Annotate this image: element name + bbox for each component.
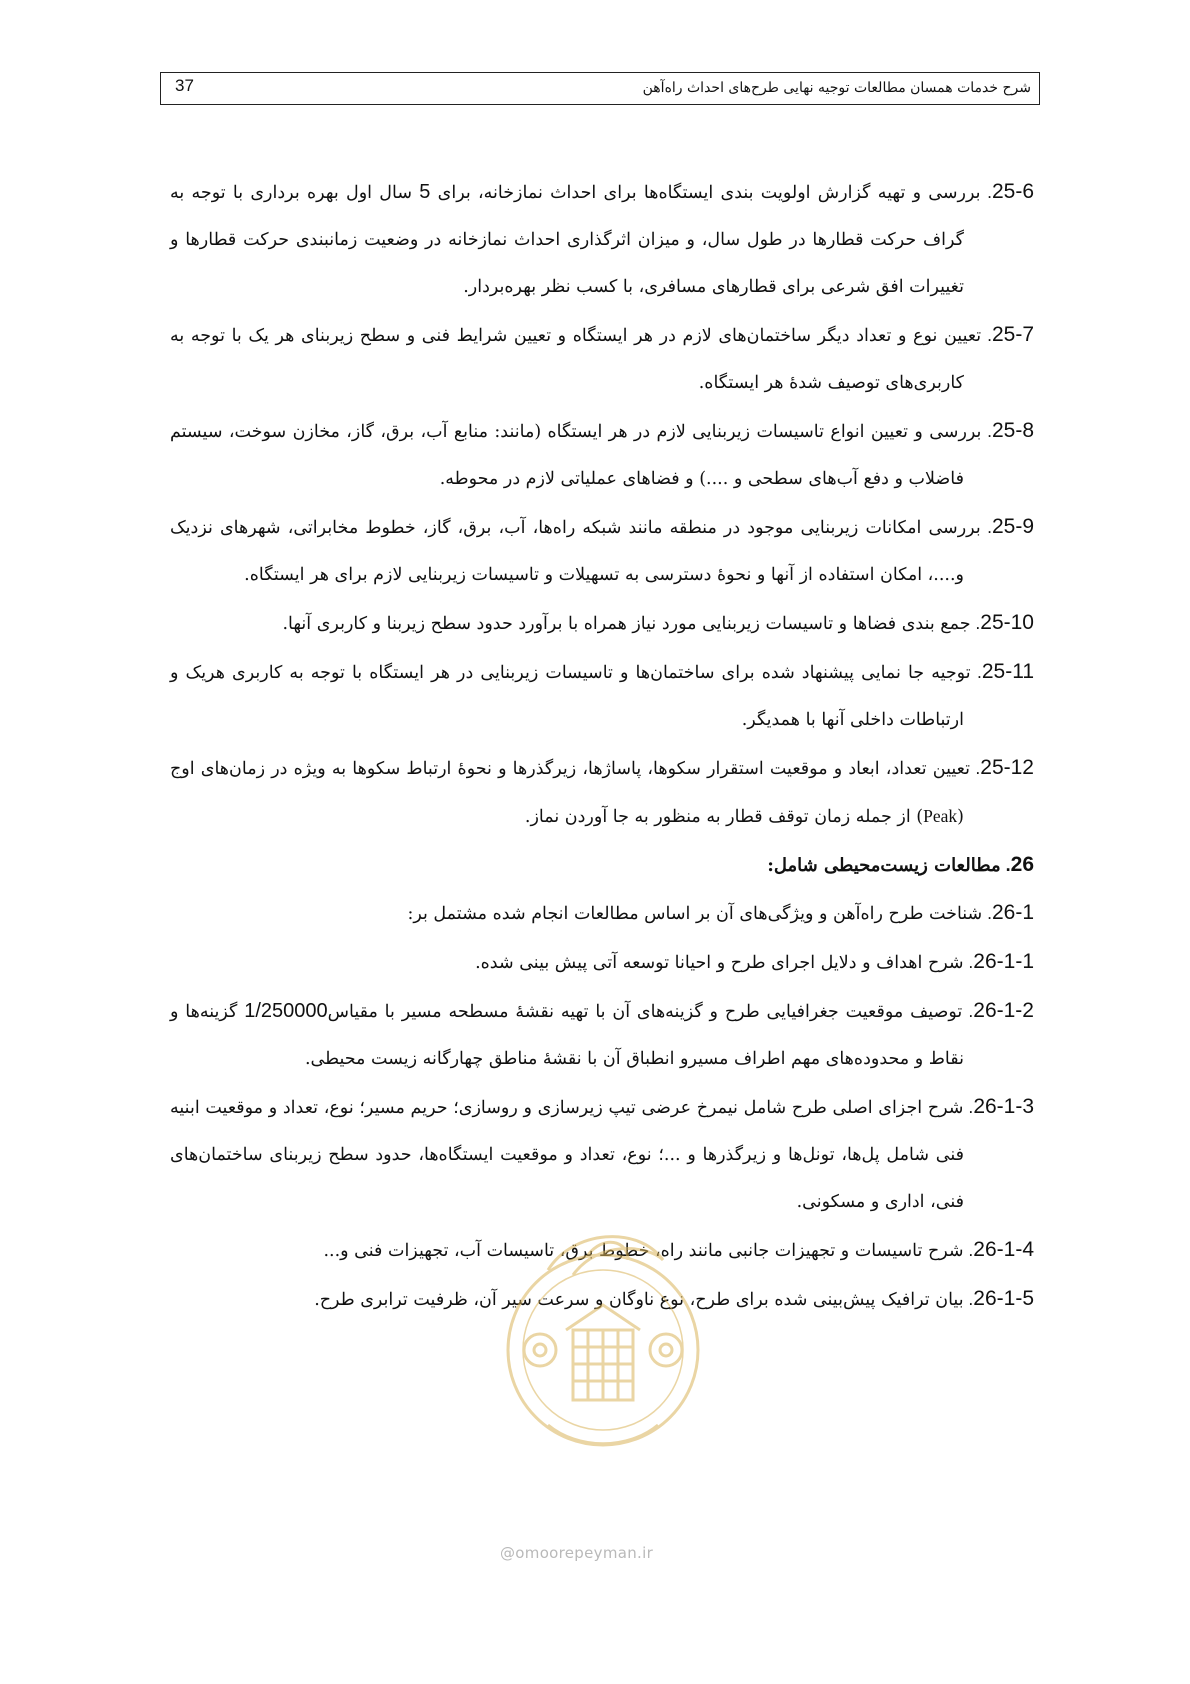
item-number: 25-11 <box>981 660 1034 683</box>
page-number: 37 <box>175 76 194 95</box>
item-text: بررسی و تعیین انواع تاسیسات زیربنایی لازم در هر ایستگاه (مانند: منابع آب، برق، گاز، مخازن سوخت، سیستم فاضلاب و دفع آب‌های سطحی و ....) و فضاهای عملیاتی لازم در محوطه. <box>170 422 982 489</box>
item-25-7: 25-7. تعیین نوع و تعداد دیگر ساختمان‌های لازم در هر ایستگاه و تعیین شرایط فنی و سطح زیربنای هر یک با توجه به کاربری‌های توصیف شدهٔ هر ایستگاه. <box>170 311 1034 407</box>
item-text: شرح اهداف و دلایل اجرای طرح و احیانا توسعه آتی پیش بینی شده. <box>475 953 964 973</box>
item-text-after: گزینه‌ها و نقاط و محدوده‌های مهم اطراف مسیرو انطباق آن با نقشهٔ مناطق چهارگانه زیست محیطی. <box>170 1002 964 1069</box>
item-26-1-5: 26-1-5. بیان ترافیک پیش‌بینی شده برای طرح، نوع ناوگان و سرعت سیر آن، ظرفیت ترابری طرح. <box>170 1275 1034 1324</box>
item-number: 26-1-5 <box>973 1287 1034 1310</box>
item-number: 26-1-2 <box>973 999 1034 1022</box>
item-26-1-4: 26-1-4. شرح تاسیسات و تجهیزات جانبی مانند راه، خطوط برق، تاسیسات آب، تجهیزات فنی و... <box>170 1226 1034 1275</box>
page-body <box>170 168 1034 1324</box>
item-text: شرح تاسیسات و تجهیزات جانبی مانند راه، خطوط برق، تاسیسات آب، تجهیزات فنی و... <box>323 1241 964 1261</box>
item-number: 25-12 <box>980 756 1034 779</box>
item-text: توجیه جا نمایی پیشنهاد شده برای ساختمان‌ها و تاسیسات زیربنایی در هر ایستگاه با توجه به کاربری هریک و ارتباطات داخلی آنها با همدیگر. <box>170 663 971 730</box>
item-number: 25-10 <box>980 611 1034 634</box>
item-number: 26-1 <box>991 901 1034 924</box>
item-text-after: ) از جمله زمان توقف قطار به منظور به جا آوردن نماز. <box>524 807 924 827</box>
item-text: جمع بندی فضاها و تاسیسات زیربنایی مورد نیاز همراه با برآورد حدود سطح زیربنا و کاربری آنها. <box>282 614 971 634</box>
section-number: 26 <box>1010 853 1034 876</box>
latin-term: Peak <box>923 806 958 826</box>
page-header <box>160 72 1040 105</box>
item-text: توصیف موقعیت جغرافیایی طرح و گزینه‌های آن با تهیه نقشهٔ مسطحه مسیر با مقیاس <box>327 1002 963 1022</box>
item-number: 26-1-1 <box>973 950 1034 973</box>
inline-number: 5 <box>419 181 431 203</box>
item-25-10: 25-10. جمع بندی فضاها و تاسیسات زیربنایی مورد نیاز همراه با برآورد حدود سطح زیربنا و کاربری آنها. <box>170 599 1034 648</box>
item-26-1-1: 26-1-1. شرح اهداف و دلایل اجرای طرح و احیانا توسعه آتی پیش بینی شده. <box>170 938 1034 987</box>
item-text: بررسی امکانات زیربنایی موجود در منطقه مانند شبکه راه‌ها، آب، برق، گاز، خطوط مخابراتی، شهرهای نزدیک و....، امکان استفاده از آنها و نحوهٔ دسترسی به تسهیلات و تاسیسات زیربنایی لازم برای هر ایستگاه. <box>170 518 981 585</box>
item-text: بررسی و تهیه گزارش اولویت بندی ایستگاه‌ها برای احداث نمازخانه، برای <box>430 183 981 203</box>
map-scale: 1/250000 <box>244 1000 328 1022</box>
item-text: بیان ترافیک پیش‌بینی شده برای طرح، نوع ناوگان و سرعت سیر آن، ظرفیت ترابری طرح. <box>314 1290 964 1310</box>
item-26-1: 26-1. شناخت طرح راه‌آهن و ویژگی‌های آن بر اساس مطالعات انجام شده مشتمل بر: <box>170 889 1034 938</box>
item-26-1-2: 26-1-2. توصیف موقعیت جغرافیایی طرح و گزینه‌های آن با تهیه نقشهٔ مسطحه مسیر با مقیاس1/250000 گزینه‌ها و نقاط و محدوده‌های مهم اطراف مسیرو انطباق آن با نقشهٔ مناطق چهارگانه زیست محیطی. <box>170 987 1034 1083</box>
item-25-8: 25-8. بررسی و تعیین انواع تاسیسات زیربنایی لازم در هر ایستگاه (مانند: منابع آب، برق، گاز، مخازن سوخت، سیستم فاضلاب و دفع آب‌های سطحی و ....) و فضاهای عملیاتی لازم در محوطه. <box>170 407 1034 503</box>
section-title: مطالعات زیست‌محیطی شامل: <box>767 855 1001 876</box>
item-number: 25-9 <box>991 515 1034 538</box>
item-number: 25-8 <box>991 419 1034 442</box>
item-text-after: سال اول بهره برداری با توجه به گراف حرکت قطارها در طول سال، و میزان اثرگذاری احداث نمازخانه در وضعیت زمانبندی حرکت قطارها و تغییرات افق شرعی برای قطارهای مسافری، با کسب نظر بهره‌بردار. <box>170 183 964 297</box>
item-number: 25-7 <box>991 323 1034 346</box>
item-number: 25-6 <box>991 180 1035 203</box>
item-number: 26-1-4 <box>973 1238 1034 1261</box>
item-25-6: 25-6. بررسی و تهیه گزارش اولویت بندی ایستگاه‌ها برای احداث نمازخانه، برای 5 سال اول بهره برداری با توجه به گراف حرکت قطارها در طول سال، و میزان اثرگذاری احداث نمازخانه در وضعیت زمانبندی حرکت قطارها و تغییرات افق شرعی برای قطارهای مسافری، با کسب نظر بهره‌بردار. <box>170 168 1034 311</box>
item-text: شرح اجزای اصلی طرح شامل نیمرخ عرضی تیپ زیرسازی و روسازی؛ حریم مسیر؛ نوع، تعداد و موقعیت ابنیه فنی شامل پل‌ها، تونل‌ها و زیرگذرها و ...؛ نوع، تعداد و موقعیت ایستگاه‌ها، حدود سطح زیربنای ساختمان‌های فنی، اداری و مسکونی. <box>170 1098 964 1212</box>
item-number: 26-1-3 <box>973 1095 1035 1118</box>
item-25-11: 25-11. توجیه جا نمایی پیشنهاد شده برای ساختمان‌ها و تاسیسات زیربنایی در هر ایستگاه با توجه به کاربری هریک و ارتباطات داخلی آنها با همدیگر. <box>170 648 1034 744</box>
item-text: تعیین نوع و تعداد دیگر ساختمان‌های لازم در هر ایستگاه و تعیین شرایط فنی و سطح زیربنای هر یک با توجه به کاربری‌های توصیف شدهٔ هر ایستگاه. <box>170 326 982 393</box>
watermark-domain: @omoorepeyman.ir <box>500 1544 654 1562</box>
item-text: شناخت طرح راه‌آهن و ویژگی‌های آن بر اساس مطالعات انجام شده مشتمل بر: <box>407 904 983 924</box>
section-heading-26: 26. مطالعات زیست‌محیطی شامل: <box>170 841 1034 889</box>
item-26-1-3: 26-1-3. شرح اجزای اصلی طرح شامل نیمرخ عرضی تیپ زیرسازی و روسازی؛ حریم مسیر؛ نوع، تعداد و موقعیت ابنیه فنی شامل پل‌ها، تونل‌ها و زیرگذرها و ...؛ نوع، تعداد و موقعیت ایستگاه‌ها، حدود سطح زیربنای ساختمان‌های فنی، اداری و مسکونی. <box>170 1083 1034 1226</box>
item-text: تعیین تعداد، ابعاد و موقعیت استقرار سکوها، پاساژها، زیرگذرها و نحوهٔ ارتباط سکوها به ویژه در زمان‌های اوج ( <box>170 759 970 827</box>
running-title: شرح خدمات همسان مطالعات توجیه نهایی طرح‌های احداث راه‌آهن <box>642 80 1031 96</box>
item-25-12: 25-12. تعیین تعداد، ابعاد و موقعیت استقرار سکوها، پاساژها، زیرگذرها و نحوهٔ ارتباط سکوها به ویژه در زمان‌های اوج (Peak) از جمله زمان توقف قطار به منظور به جا آوردن نماز. <box>170 744 1034 841</box>
item-25-9: 25-9. بررسی امکانات زیربنایی موجود در منطقه مانند شبکه راه‌ها، آب، برق، گاز، خطوط مخابراتی، شهرهای نزدیک و....، امکان استفاده از آنها و نحوهٔ دسترسی به تسهیلات و تاسیسات زیربنایی لازم برای هر ایستگاه. <box>170 503 1034 599</box>
